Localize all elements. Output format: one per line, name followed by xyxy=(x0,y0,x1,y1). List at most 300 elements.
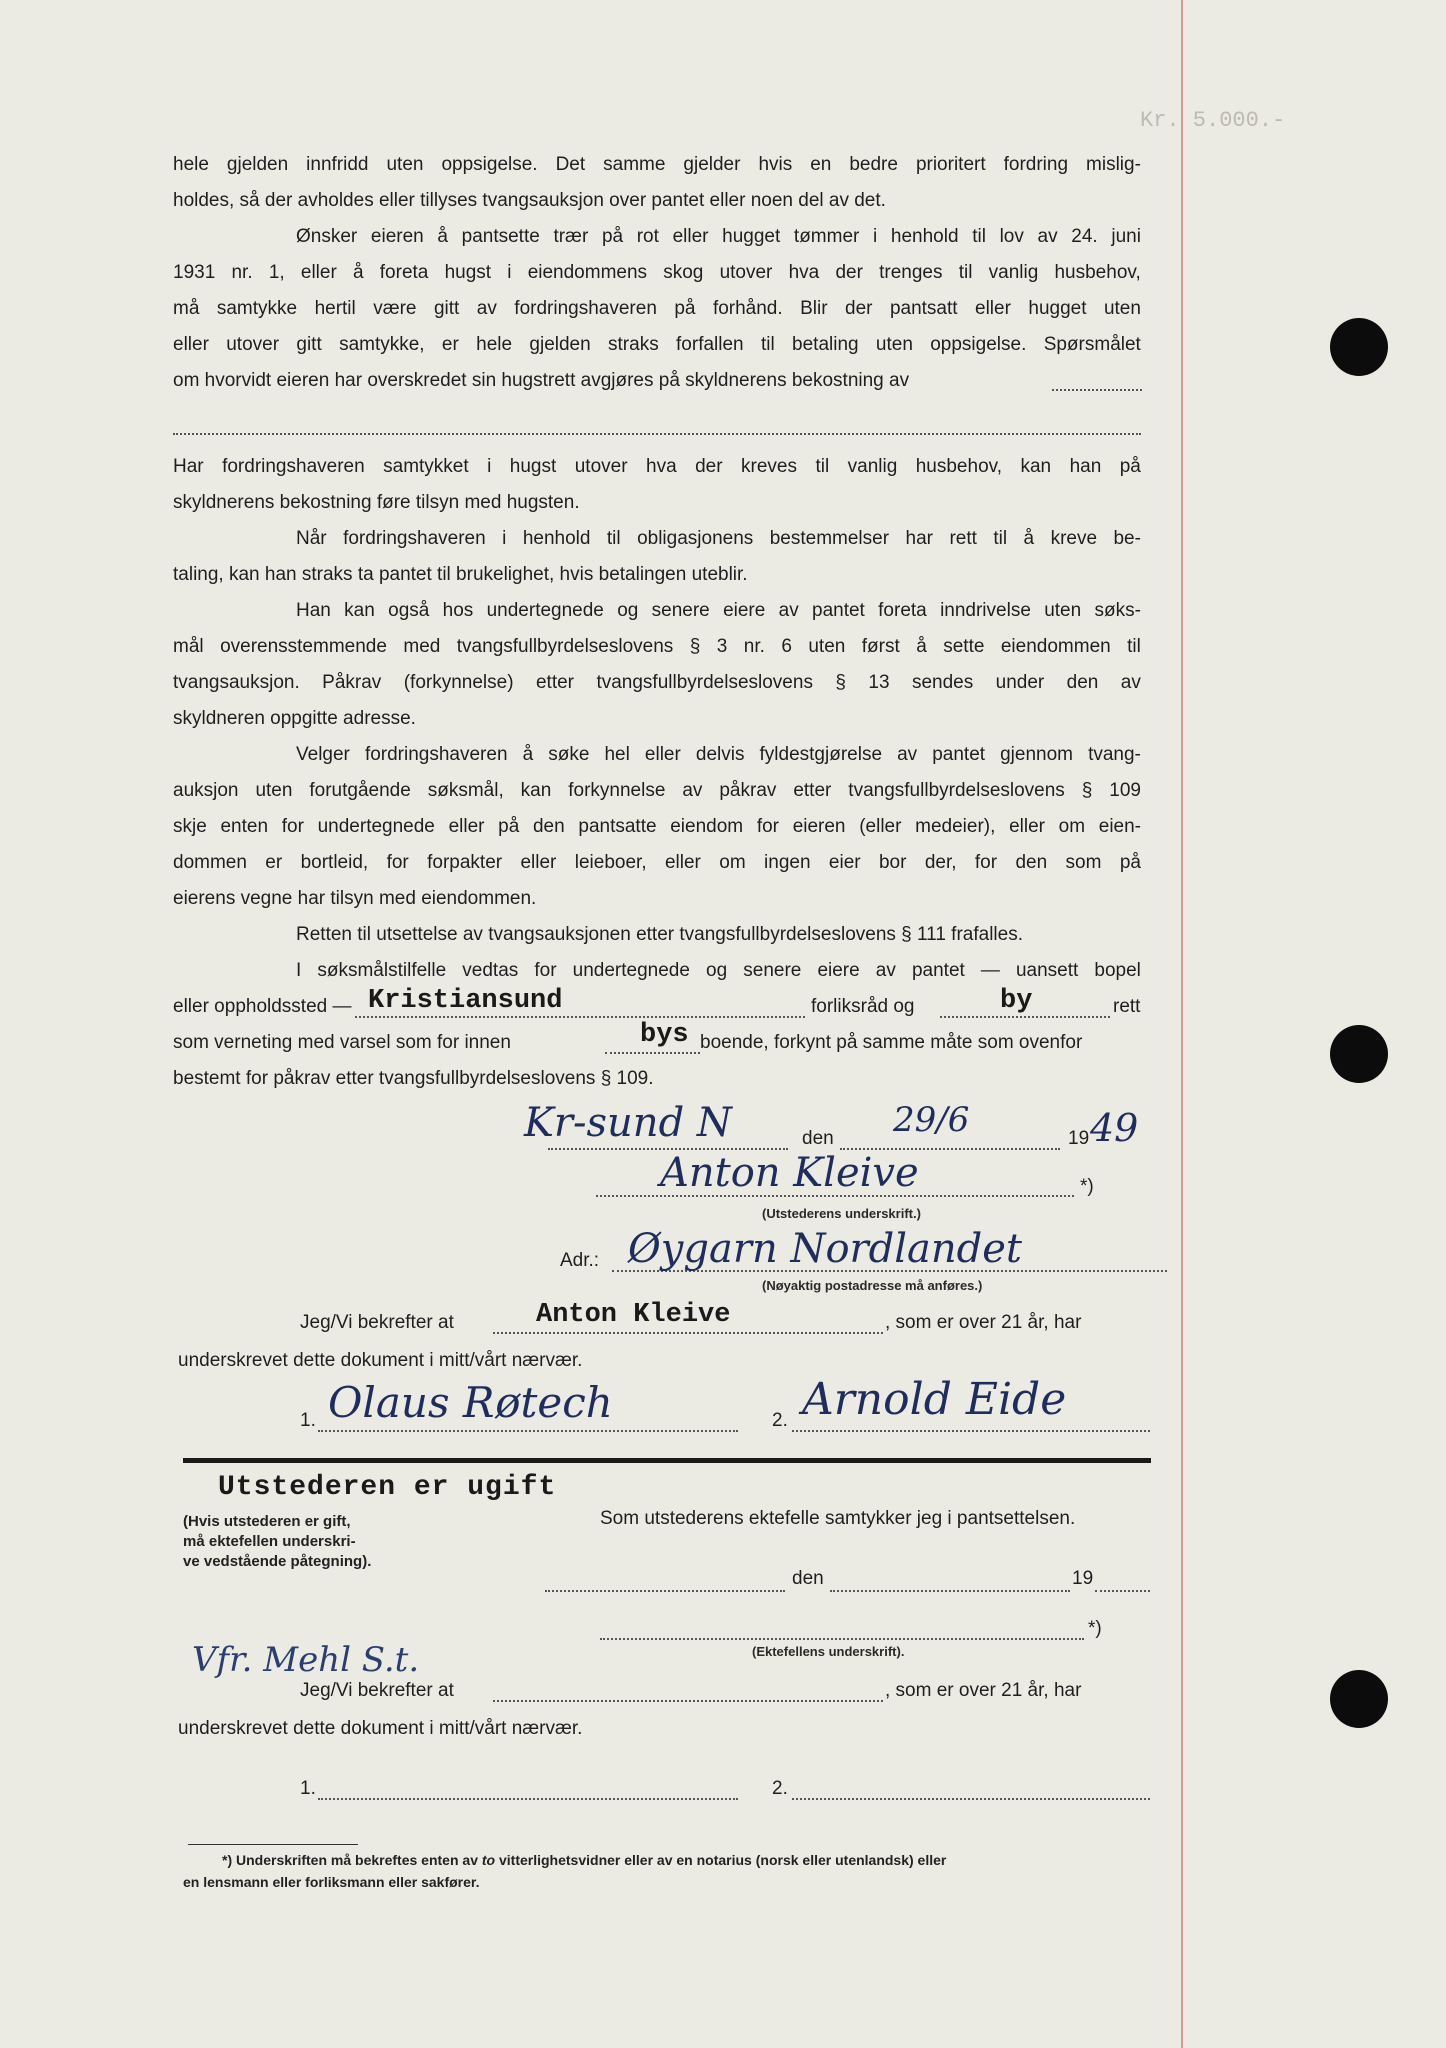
header-mark: Kr. 5.000.- xyxy=(1140,108,1286,133)
word: kreve xyxy=(1050,528,1098,549)
body-line xyxy=(173,334,1141,356)
word: samtykket xyxy=(383,456,469,477)
word: for xyxy=(974,852,998,873)
word: for xyxy=(386,852,409,873)
word: eiendommen xyxy=(1000,636,1111,657)
body-line: skyldnerens bekostning føre tilsyn med hugsten. xyxy=(173,492,580,513)
word: utover xyxy=(719,262,773,283)
venue-court: by xyxy=(1000,986,1033,1016)
venue-suffix: rett xyxy=(1113,996,1141,1017)
word: 1, xyxy=(268,262,285,283)
footnote-rule xyxy=(188,1844,358,1845)
word: til xyxy=(993,528,1008,549)
word: å xyxy=(522,744,534,765)
word: hugst xyxy=(444,262,492,283)
word: forutgående xyxy=(309,780,411,801)
word: til xyxy=(815,456,830,477)
word: uten xyxy=(875,334,913,355)
word: juni xyxy=(1111,226,1141,247)
body-line xyxy=(173,154,1141,176)
word: foreta xyxy=(379,262,429,283)
venue-line2-suffix: boende, forkynt på samme måte som ovenfor xyxy=(700,1032,1083,1053)
word: av xyxy=(1120,672,1141,693)
body-line: om hvorvidt eieren har overskredet sin hugstrett avgjøres på skyldnerens bekostning av xyxy=(173,370,910,391)
word: fordringshaveren xyxy=(364,744,508,765)
dotted-fill-line xyxy=(545,1590,785,1592)
word: bedre xyxy=(849,154,898,175)
word: Velger xyxy=(296,744,350,765)
word: på xyxy=(601,226,624,247)
word: gjelden xyxy=(226,154,289,175)
word: undertegnede xyxy=(317,816,435,837)
word: påkrav xyxy=(719,780,777,801)
word: oppsigelse. xyxy=(441,154,538,175)
word: etter xyxy=(535,672,575,693)
witness-tail: , som er over 21 år, har xyxy=(885,1312,1082,1333)
word: den xyxy=(1015,852,1048,873)
word: 1931 xyxy=(173,262,216,283)
word: av xyxy=(1037,226,1058,247)
word: av xyxy=(778,600,799,621)
word: 6 xyxy=(781,636,792,657)
word: undertegnede xyxy=(572,960,690,981)
word: Han xyxy=(296,600,331,621)
word: tvang- xyxy=(1088,744,1141,765)
word: kreves xyxy=(741,456,797,477)
word: auksjon xyxy=(173,780,239,801)
dotted-fill-line xyxy=(605,1052,700,1054)
word: være xyxy=(373,298,417,319)
body-line: taling, kan han straks ta pantet til brukelighet, hvis betalingen uteblir. xyxy=(173,564,748,585)
word: Når xyxy=(296,528,327,549)
word: foreta xyxy=(878,600,927,621)
word: senere xyxy=(651,600,710,621)
body-line xyxy=(173,456,1141,478)
signing-date: 29/6 xyxy=(893,1100,970,1140)
word: eller xyxy=(672,226,709,247)
word: er xyxy=(441,334,459,355)
spouse-asterisk: *) xyxy=(1088,1618,1102,1639)
word: eiere xyxy=(817,960,860,981)
word: skog xyxy=(663,262,704,283)
word: hva xyxy=(646,456,677,477)
body-line xyxy=(173,298,1141,320)
word: kan xyxy=(344,600,375,621)
signature-asterisk: *) xyxy=(1080,1176,1094,1197)
dotted-fill-line xyxy=(830,1590,1070,1592)
word: forhånd. xyxy=(712,298,783,319)
word: inndrivelse xyxy=(940,600,1031,621)
word: eller xyxy=(1009,816,1045,837)
word: fordringshaveren xyxy=(222,456,365,477)
word: er xyxy=(265,852,283,873)
word: for xyxy=(281,816,304,837)
word: av xyxy=(897,744,918,765)
word: hertil xyxy=(314,298,356,319)
venue-bys: bys xyxy=(640,1020,689,1050)
word: § xyxy=(1081,780,1093,801)
word: pantsette xyxy=(461,226,540,247)
word: sendes xyxy=(911,672,974,693)
witness2-lead: Jeg/Vi bekrefter at xyxy=(300,1680,454,1701)
body-line xyxy=(173,672,1141,694)
word: Spørsmålet xyxy=(1043,334,1141,355)
word: under xyxy=(995,672,1045,693)
word: om xyxy=(719,852,746,873)
word: hugget xyxy=(722,226,781,247)
word: til xyxy=(958,262,973,283)
word: eieren xyxy=(792,816,846,837)
word: på xyxy=(674,298,696,319)
word: av xyxy=(476,298,497,319)
word: den xyxy=(532,816,565,837)
word: eiendommens xyxy=(527,262,648,283)
word: henhold xyxy=(890,226,959,247)
word: bor xyxy=(878,852,907,873)
word: samtykke, xyxy=(339,334,425,355)
word: hva xyxy=(788,262,820,283)
spouse-instruction-line: (Hvis utstederen er gift, xyxy=(183,1513,351,1530)
word: tvangsauksjon. xyxy=(173,672,300,693)
word: i xyxy=(873,226,878,247)
spouse-year-prefix: 19 xyxy=(1072,1568,1094,1589)
date-label: den xyxy=(802,1128,834,1149)
word: tvangsfullbyrdelseslovens xyxy=(848,780,1065,801)
word: til xyxy=(1127,636,1141,657)
word: der xyxy=(695,456,723,477)
word: å xyxy=(352,262,364,283)
word: først xyxy=(861,636,900,657)
word: og xyxy=(706,960,728,981)
word: kan xyxy=(1020,456,1052,477)
word: tvangsfullbyrdelseslovens xyxy=(596,672,813,693)
word: gjennom xyxy=(1000,744,1073,765)
word: husbehov, xyxy=(915,456,1003,477)
word: trenges xyxy=(879,262,943,283)
dotted-fill-line xyxy=(792,1430,1150,1432)
margin-note: Vfr. Mehl S.t. xyxy=(192,1640,420,1680)
footnote-emphasis: to xyxy=(481,1852,496,1868)
word: som xyxy=(1065,852,1102,873)
word: eller xyxy=(300,262,337,283)
word: fordring xyxy=(1003,154,1069,175)
spouse-date-label: den xyxy=(792,1568,824,1589)
venue-place: Kristiansund xyxy=(368,986,563,1016)
word: undertegnede xyxy=(486,600,604,621)
dotted-fill-line xyxy=(940,1016,1110,1018)
word: også xyxy=(388,600,430,621)
word: Ønsker xyxy=(296,226,358,247)
dotted-fill-line xyxy=(600,1638,1084,1640)
word: medeier), xyxy=(915,816,996,837)
word: pantet xyxy=(911,960,965,981)
signature-caption: (Utstederens underskrift.) xyxy=(762,1206,921,1221)
word: uten xyxy=(808,636,846,657)
spouse-consent: Som utstederens ektefelle samtykker jeg i pantsettelsen. xyxy=(600,1508,1076,1529)
word: delvis xyxy=(695,744,745,765)
word: overensstemmende xyxy=(220,636,387,657)
word: dommen xyxy=(173,852,247,873)
footnote-line-1 xyxy=(222,1852,946,1868)
word: fordringshaveren xyxy=(514,298,657,319)
dotted-fill-line xyxy=(1052,389,1142,391)
body-line xyxy=(296,744,1141,766)
venue-line3: bestemt for påkrav etter tvangsfullbyrdelseslovens § 109. xyxy=(173,1068,654,1089)
word: søksmål, xyxy=(427,780,504,801)
word: eller xyxy=(173,334,209,355)
word: av xyxy=(875,960,896,981)
word: kan xyxy=(520,780,552,801)
year-prefix: 19 xyxy=(1068,1128,1090,1149)
witness-subject-name: Anton Kleive xyxy=(536,1300,731,1330)
dotted-fill-line xyxy=(493,1332,883,1334)
signing-year: 49 xyxy=(1090,1106,1139,1150)
word: nr. xyxy=(231,262,253,283)
word: vanlig xyxy=(847,456,898,477)
margin-rule xyxy=(1181,0,1183,2048)
marital-status-stamp: Utstederen er ugift xyxy=(218,1472,557,1503)
word: bortleid, xyxy=(300,852,369,873)
word: med xyxy=(403,636,441,657)
word: å xyxy=(916,636,927,657)
word: innfridd xyxy=(306,154,369,175)
witness2-line2: underskrevet dette dokument i mitt/vårt nærvær. xyxy=(178,1718,583,1739)
word: Har xyxy=(173,456,204,477)
issuer-signature: Anton Kleive xyxy=(660,1150,919,1196)
word: på xyxy=(1119,456,1141,477)
word: fordringshaveren xyxy=(343,528,486,549)
dotted-fill-line xyxy=(318,1430,738,1432)
word: hele xyxy=(173,154,209,175)
word: I xyxy=(296,960,302,981)
word: for xyxy=(534,960,557,981)
word: der, xyxy=(924,852,957,873)
word: 24. xyxy=(1071,226,1098,247)
punch-hole-bottom xyxy=(1330,1670,1388,1728)
word: eiere xyxy=(723,600,766,621)
word: 13 xyxy=(868,672,890,693)
body-line xyxy=(173,852,1141,874)
witness2-tail: , som er over 21 år, har xyxy=(885,1680,1082,1701)
word: samme xyxy=(603,154,666,175)
word: gitt xyxy=(296,334,322,355)
word: vanlig xyxy=(988,262,1039,283)
word: forkynnelse xyxy=(568,780,666,801)
word: leieboer, xyxy=(574,852,647,873)
word: tvangsfullbyrdelseslovens xyxy=(456,636,674,657)
word: utover xyxy=(226,334,280,355)
word: pantet xyxy=(932,744,986,765)
word: på xyxy=(498,816,520,837)
word: pantsatte xyxy=(578,816,657,837)
word: hugst xyxy=(509,456,557,477)
dotted-fill-line xyxy=(1095,1590,1150,1592)
word: hel xyxy=(604,744,630,765)
word: den xyxy=(1066,672,1099,693)
body-line xyxy=(296,960,1141,982)
word: hvis xyxy=(758,154,793,175)
word: gitt xyxy=(433,298,460,319)
word: søks- xyxy=(1094,600,1141,621)
venue-line2-prefix: som verneting med varsel som for innen xyxy=(173,1032,511,1053)
body-line xyxy=(173,636,1141,658)
witness-line2: underskrevet dette dokument i mitt/vårt nærvær. xyxy=(178,1350,583,1371)
footnote-line-2: en lensmann eller forliksmann eller sakfører. xyxy=(183,1874,480,1890)
word: i xyxy=(507,262,512,283)
word: bopel xyxy=(1094,960,1141,981)
body-line: eierens vegne har tilsyn med eiendommen. xyxy=(173,888,537,909)
venue-prefix: eller oppholdssted — xyxy=(173,996,352,1017)
word: lov xyxy=(999,226,1024,247)
word: hos xyxy=(442,600,474,621)
word: prioritert xyxy=(915,154,986,175)
witness-lead: Jeg/Vi bekrefter at xyxy=(300,1312,454,1333)
word: husbehov, xyxy=(1054,262,1141,283)
word: søke xyxy=(548,744,590,765)
body-line: skyldneren oppgitte adresse. xyxy=(173,708,416,729)
word: vedtas xyxy=(462,960,519,981)
word: ingen xyxy=(764,852,811,873)
word: Blir xyxy=(800,298,828,319)
venue-mid: forliksråd og xyxy=(811,996,915,1017)
witness-signature-1: Olaus Røtech xyxy=(328,1378,613,1427)
word: fyldestgjørelse xyxy=(759,744,883,765)
word: i xyxy=(487,456,492,477)
word: (eller xyxy=(859,816,902,837)
word: forpakter xyxy=(427,852,503,873)
word: Påkrav xyxy=(322,672,382,693)
word: uten xyxy=(255,780,293,801)
spouse-instruction-line: må ektefellen underskri- xyxy=(183,1533,356,1550)
dotted-fill-line xyxy=(173,433,1141,435)
body-line: Retten til utsettelse av tvangsauksjonen etter tvangsfullbyrdelseslovens § 111 frafalles. xyxy=(296,924,1023,945)
word: straks xyxy=(608,334,659,355)
word: betaling xyxy=(792,334,859,355)
word: pantsatt xyxy=(889,298,958,319)
word: må xyxy=(173,298,200,319)
dotted-fill-line xyxy=(792,1798,1150,1800)
body-line xyxy=(296,528,1141,550)
witness-number-1: 1. xyxy=(300,1410,316,1431)
word: eller xyxy=(664,852,701,873)
word: Det xyxy=(555,154,586,175)
word: eller xyxy=(975,298,1011,319)
word: eier xyxy=(828,852,861,873)
witness2-number-1: 1. xyxy=(300,1778,316,1799)
word: gjelden xyxy=(529,334,591,355)
word: senere xyxy=(743,960,802,981)
word: har xyxy=(905,528,933,549)
word: § xyxy=(835,672,846,693)
word: en xyxy=(810,154,832,175)
word: eller xyxy=(520,852,557,873)
signing-place: Kr-sund N xyxy=(524,1100,732,1146)
footnote-text: *) Underskriften må bekreftes enten av xyxy=(222,1852,482,1868)
spouse-instruction xyxy=(183,1512,371,1572)
word: samtykke xyxy=(216,298,298,319)
word: på xyxy=(1119,852,1141,873)
word: pantet xyxy=(812,600,865,621)
word: rett xyxy=(949,528,977,549)
word: — xyxy=(980,960,1000,981)
word: av xyxy=(682,780,703,801)
footnote-text: vitterlighetsvidner eller av en notarius (norsk eller utenlandsk) eller xyxy=(495,1852,947,1868)
word: uten xyxy=(1044,600,1082,621)
word: henhold xyxy=(522,528,591,549)
dotted-fill-line xyxy=(318,1798,738,1800)
word: eller xyxy=(448,816,485,837)
punch-hole-top xyxy=(1330,318,1388,376)
word: til xyxy=(760,334,775,355)
address-label: Adr.: xyxy=(560,1250,600,1271)
word: utover xyxy=(574,456,628,477)
word: nr. xyxy=(743,636,765,657)
body-line xyxy=(296,600,1141,622)
word: eiendom xyxy=(670,816,744,837)
word: hugget xyxy=(1028,298,1087,319)
word: mål xyxy=(173,636,204,657)
spouse-signature-caption: (Ektefellens underskrift). xyxy=(752,1644,905,1659)
word: søksmålstilfelle xyxy=(317,960,447,981)
word: enten xyxy=(220,816,269,837)
word: mislig- xyxy=(1086,154,1141,175)
word: obligasjonens xyxy=(637,528,754,549)
word: til xyxy=(606,528,621,549)
word: hele xyxy=(476,334,513,355)
witness-number-2: 2. xyxy=(772,1410,788,1431)
word: han xyxy=(1069,456,1102,477)
word: å xyxy=(437,226,448,247)
word: etter xyxy=(793,780,832,801)
word: rot xyxy=(636,226,659,247)
word: uten xyxy=(386,154,424,175)
body-line xyxy=(173,816,1141,838)
word: å xyxy=(1023,528,1035,549)
punch-hole-middle xyxy=(1330,1025,1388,1083)
word: 109 xyxy=(1109,780,1141,801)
word: 3 xyxy=(716,636,728,657)
word: eieren xyxy=(370,226,424,247)
word: be- xyxy=(1113,528,1141,549)
word: uansett xyxy=(1015,960,1079,981)
body-line xyxy=(296,226,1141,248)
word: trær xyxy=(553,226,589,247)
dotted-fill-line xyxy=(493,1700,883,1702)
word: for xyxy=(756,816,779,837)
word: tømmer xyxy=(793,226,860,247)
witness2-number-2: 2. xyxy=(772,1778,788,1799)
word: til xyxy=(972,226,986,247)
section-divider xyxy=(183,1458,1151,1463)
word: bestemmelser xyxy=(769,528,890,549)
word: forfallen xyxy=(676,334,744,355)
address-caption: (Nøyaktig postadresse må anføres.) xyxy=(762,1278,983,1293)
word: § xyxy=(689,636,701,657)
spouse-instruction-line: ve vedstående påtegning). xyxy=(183,1553,372,1570)
word: og xyxy=(617,600,639,621)
dotted-fill-line xyxy=(355,1016,805,1018)
word: (forkynnelse) xyxy=(403,672,514,693)
body-line xyxy=(173,262,1141,284)
word: gjelder xyxy=(683,154,741,175)
word: om xyxy=(1058,816,1086,837)
word: der xyxy=(835,262,863,283)
body-line xyxy=(173,780,1141,802)
body-line: holdes, så der avholdes eller tillyses tvangsauksjon over pantet eller noen del av det. xyxy=(173,190,886,211)
word: der xyxy=(845,298,873,319)
word: skje xyxy=(173,816,207,837)
witness-signature-2: Arnold Eide xyxy=(802,1374,1067,1425)
